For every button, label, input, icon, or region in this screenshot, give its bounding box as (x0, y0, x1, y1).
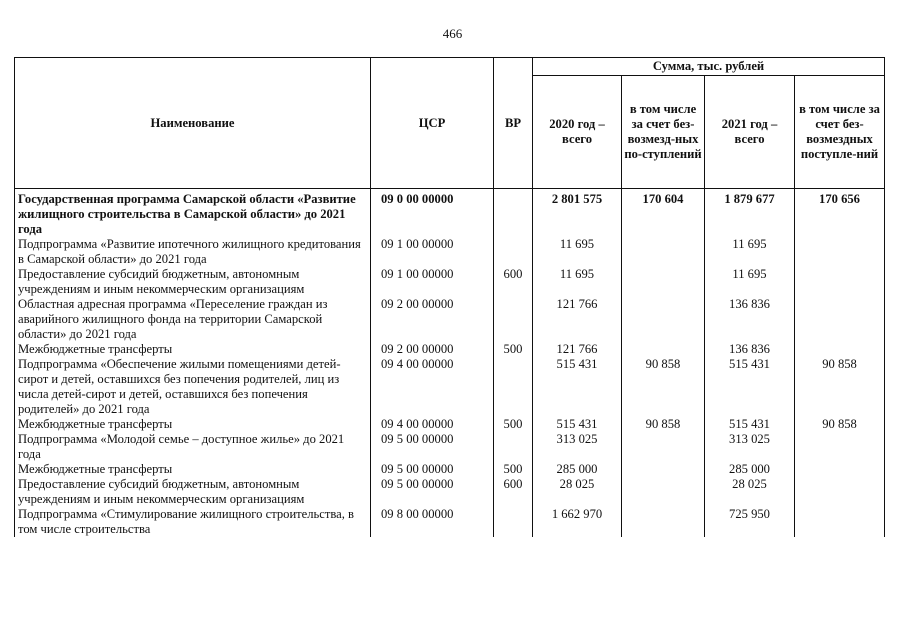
table-header (15, 58, 885, 189)
table-row (15, 432, 885, 462)
cell-vr: 600 (494, 267, 533, 297)
cell-csr: 09 4 00 00000 (371, 417, 494, 432)
cell-2020-free (622, 507, 705, 537)
table-row (15, 267, 885, 297)
cell-2020-total: 11 695 (533, 237, 622, 267)
cell-vr (494, 189, 533, 238)
cell-name: Предоставление субсидий бюджетным, автономным учреждениям и иным некоммерческим организациям (15, 267, 371, 297)
cell-2021-free (795, 237, 885, 267)
cell-vr (494, 432, 533, 462)
cell-2020-total: 1 662 970 (533, 507, 622, 537)
cell-vr (494, 297, 533, 342)
cell-csr: 09 2 00 00000 (371, 297, 494, 342)
cell-vr: 600 (494, 477, 533, 507)
cell-name: Областная адресная программа «Переселение граждан из аварийного жилищного фонда на территории Самарской области» до 2021 года (15, 297, 371, 342)
cell-csr: 09 8 00 00000 (371, 507, 494, 537)
cell-2021-total: 11 695 (705, 237, 795, 267)
table-row (15, 417, 885, 432)
header-name: Наименование (15, 58, 371, 189)
table-body (15, 189, 885, 538)
cell-name: Подпрограмма «Стимулирование жилищного строительства, в том числе строительства (15, 507, 371, 537)
budget-table (14, 57, 885, 537)
cell-2021-total: 136 836 (705, 342, 795, 357)
header-2021-free: в том числе за счет без-возмездных поступле-ний (795, 76, 885, 189)
cell-2020-total: 285 000 (533, 462, 622, 477)
table-row (15, 462, 885, 477)
cell-csr: 09 5 00 00000 (371, 477, 494, 507)
cell-2021-free: 90 858 (795, 357, 885, 417)
table-row (15, 297, 885, 342)
cell-2020-free (622, 462, 705, 477)
header-2020-free: в том числе за счет без-возмезд-ных по-ступлений (622, 76, 705, 189)
cell-2021-total: 1 879 677 (705, 189, 795, 238)
cell-vr (494, 237, 533, 267)
cell-csr: 09 5 00 00000 (371, 462, 494, 477)
cell-2020-free: 90 858 (622, 357, 705, 417)
cell-name: Подпрограмма «Обеспечение жилыми помещениями детей-сирот и детей, оставшихся без попечения родителей, лиц из числа детей-сирот и детей, оставшихся без попечения родителей» до 2021 года (15, 357, 371, 417)
cell-2020-free (622, 477, 705, 507)
cell-2020-total: 121 766 (533, 297, 622, 342)
cell-2021-total: 136 836 (705, 297, 795, 342)
table-row (15, 342, 885, 357)
cell-2021-total: 11 695 (705, 267, 795, 297)
cell-vr (494, 507, 533, 537)
cell-2020-free (622, 342, 705, 357)
cell-2021-free: 170 656 (795, 189, 885, 238)
cell-name: Предоставление субсидий бюджетным, автономным учреждениям и иным некоммерческим организациям (15, 477, 371, 507)
cell-2020-total: 515 431 (533, 417, 622, 432)
header-2021-total: 2021 год – всего (705, 76, 795, 189)
cell-vr: 500 (494, 342, 533, 357)
table-row (15, 237, 885, 267)
cell-2021-total: 515 431 (705, 357, 795, 417)
cell-vr (494, 357, 533, 417)
cell-vr: 500 (494, 417, 533, 432)
table-row (15, 477, 885, 507)
cell-vr: 500 (494, 462, 533, 477)
table-row (15, 357, 885, 417)
table-row (15, 189, 885, 238)
cell-csr: 09 2 00 00000 (371, 342, 494, 357)
cell-2021-free (795, 342, 885, 357)
cell-2020-free: 170 604 (622, 189, 705, 238)
cell-2021-free (795, 477, 885, 507)
cell-csr: 09 5 00 00000 (371, 432, 494, 462)
cell-2020-free (622, 432, 705, 462)
cell-2021-total: 285 000 (705, 462, 795, 477)
cell-2020-total: 313 025 (533, 432, 622, 462)
cell-2021-free (795, 507, 885, 537)
header-csr: ЦСР (371, 58, 494, 189)
cell-2020-total: 121 766 (533, 342, 622, 357)
cell-csr: 09 0 00 00000 (371, 189, 494, 238)
header-vr: ВР (494, 58, 533, 189)
cell-name: Подпрограмма «Развитие ипотечного жилищного кредитования в Самарской области» до 2021 года (15, 237, 371, 267)
cell-2020-total: 28 025 (533, 477, 622, 507)
cell-name: Государственная программа Самарской области «Развитие жилищного строительства в Самарской области» до 2021 года (15, 189, 371, 238)
cell-2021-free (795, 432, 885, 462)
cell-csr: 09 1 00 00000 (371, 237, 494, 267)
cell-2021-free (795, 267, 885, 297)
header-sum-group: Сумма, тыс. рублей (533, 58, 885, 76)
page-number: 466 (442, 26, 463, 41)
cell-2021-total: 725 950 (705, 507, 795, 537)
cell-2020-free: 90 858 (622, 417, 705, 432)
header-2020-total: 2020 год – всего (533, 76, 622, 189)
table-row (15, 507, 885, 537)
cell-2021-total: 313 025 (705, 432, 795, 462)
cell-2020-total: 515 431 (533, 357, 622, 417)
cell-csr: 09 4 00 00000 (371, 357, 494, 417)
cell-2020-total: 11 695 (533, 267, 622, 297)
cell-2020-free (622, 297, 705, 342)
cell-2020-free (622, 267, 705, 297)
cell-2020-free (622, 237, 705, 267)
cell-2021-free (795, 462, 885, 477)
cell-2021-total: 515 431 (705, 417, 795, 432)
cell-name: Межбюджетные трансферты (15, 462, 371, 477)
cell-name: Межбюджетные трансферты (15, 417, 371, 432)
cell-name: Межбюджетные трансферты (15, 342, 371, 357)
cell-2021-total: 28 025 (705, 477, 795, 507)
cell-2021-free (795, 297, 885, 342)
cell-name: Подпрограмма «Молодой семье – доступное жилье» до 2021 года (15, 432, 371, 462)
cell-csr: 09 1 00 00000 (371, 267, 494, 297)
cell-2021-free: 90 858 (795, 417, 885, 432)
cell-2020-total: 2 801 575 (533, 189, 622, 238)
